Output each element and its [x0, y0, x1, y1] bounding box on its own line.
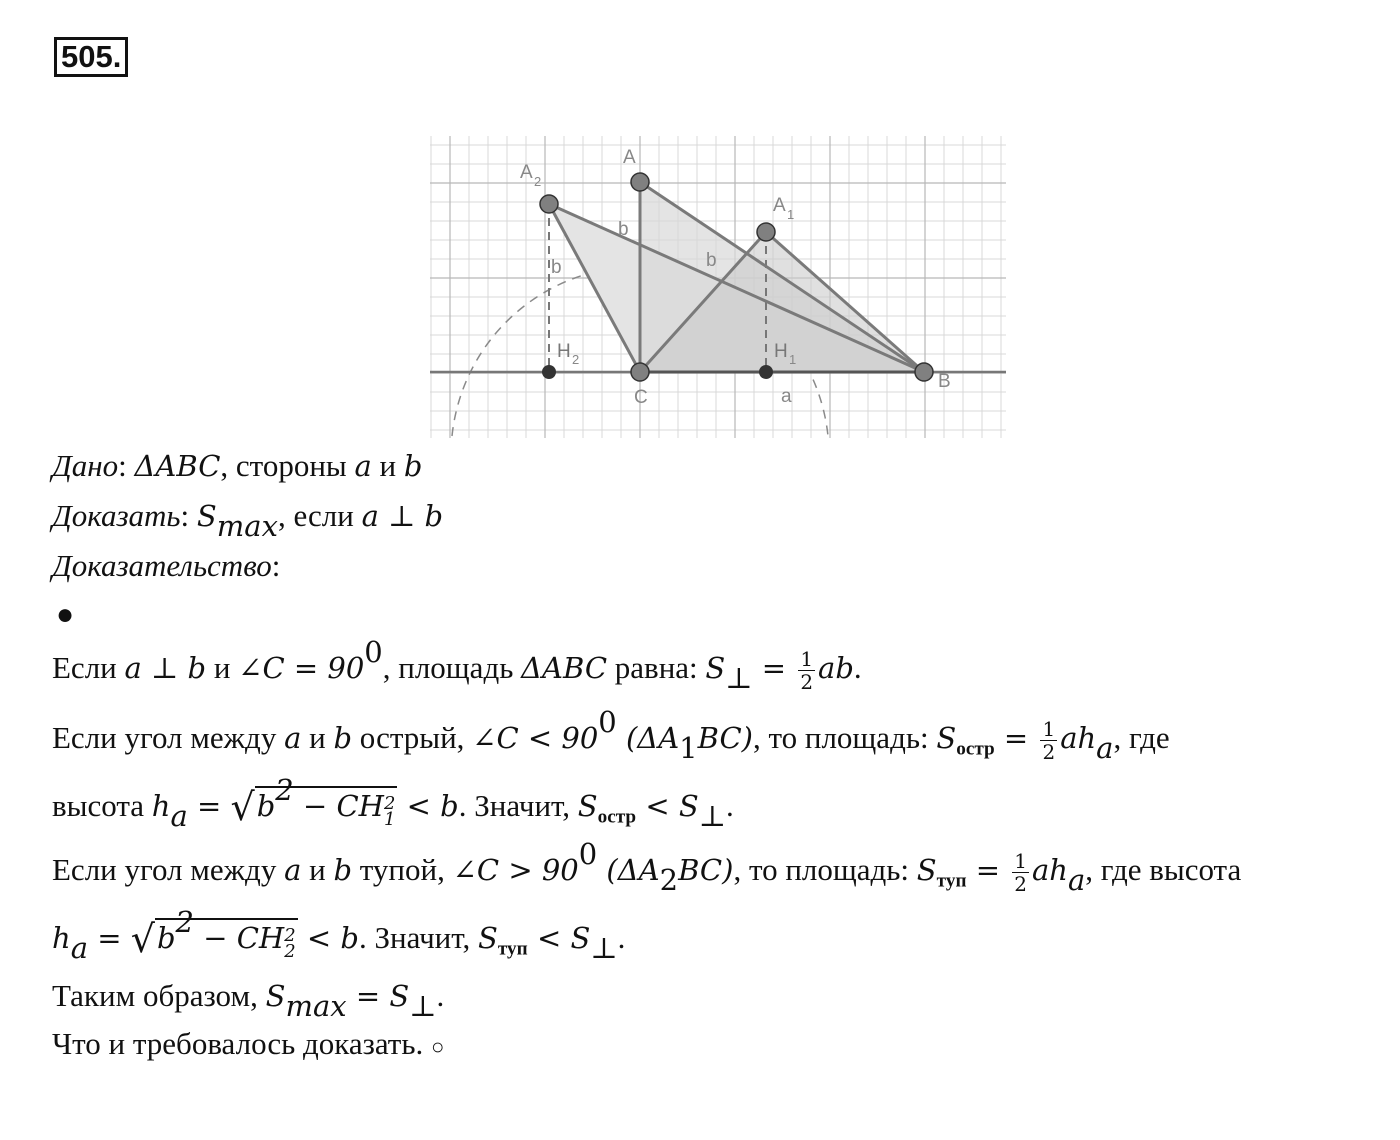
- label-h2-sub: 2: [572, 352, 580, 367]
- label-b-side-2: b: [618, 219, 629, 240]
- proof-line-3: высота $h_a = √b^2$ − CH 2 1 < b. Значит, $S_{остр} < S_\perp$.: [52, 773, 734, 834]
- proof-line-5: $h_a = √b^2$ − CH 2 2 < b. Значит, $S_{туп} < S_\perp$.: [52, 905, 626, 966]
- conclusion-line: Таким образом, $S_{max} = S_\perp$.: [52, 978, 445, 1024]
- given-line: Дано: ΔABC, стороны a и b: [52, 448, 423, 483]
- proof-line-1: Если a ⊥ b и ∠C = $90^0$, площадь ΔABC равна: $S_\perp$ = $\frac{1}{2}$ ab.: [52, 635, 862, 696]
- proof-label: Доказательство:: [52, 548, 281, 583]
- prove-line: Доказать: $S_{max}$, если a ⊥ b: [52, 498, 444, 544]
- label-h2: H: [557, 341, 571, 362]
- qed-circle: ○: [431, 1034, 445, 1059]
- label-b-side-3: b: [706, 250, 717, 271]
- label-a1: A: [773, 195, 786, 216]
- label-b-side-1: b: [551, 257, 562, 278]
- label-a2-sub: 2: [534, 174, 542, 189]
- problem-number: 505.: [54, 37, 128, 77]
- label-b: B: [938, 371, 951, 392]
- label-a1-sub: 1: [787, 207, 795, 222]
- geometry-figure: [430, 136, 1006, 438]
- bullet: ●: [56, 598, 75, 631]
- qed-line: Что и требовалось доказать. ○: [52, 1026, 445, 1061]
- label-c: C: [634, 387, 648, 408]
- proof-line-4: Если угол между a и b тупой, ∠C > $90^0$ $(\Delta A_2BC)$, то площадь: $S_{туп}$ = $\frac{1}{2}$ $ah_a$, где высота: [52, 837, 1242, 898]
- label-h1-sub: 1: [789, 352, 797, 367]
- label-a-side: a: [781, 386, 792, 407]
- label-a2: A: [520, 162, 533, 183]
- proof-line-2: Если угол между a и b острый, ∠C < $90^0$ $(\Delta A_1BC)$, то площадь: $S_{остр}$ = $\frac{1}{2}$ $ah_a$, где: [52, 705, 1170, 766]
- label-h1: H: [774, 341, 788, 362]
- label-a: A: [623, 147, 636, 168]
